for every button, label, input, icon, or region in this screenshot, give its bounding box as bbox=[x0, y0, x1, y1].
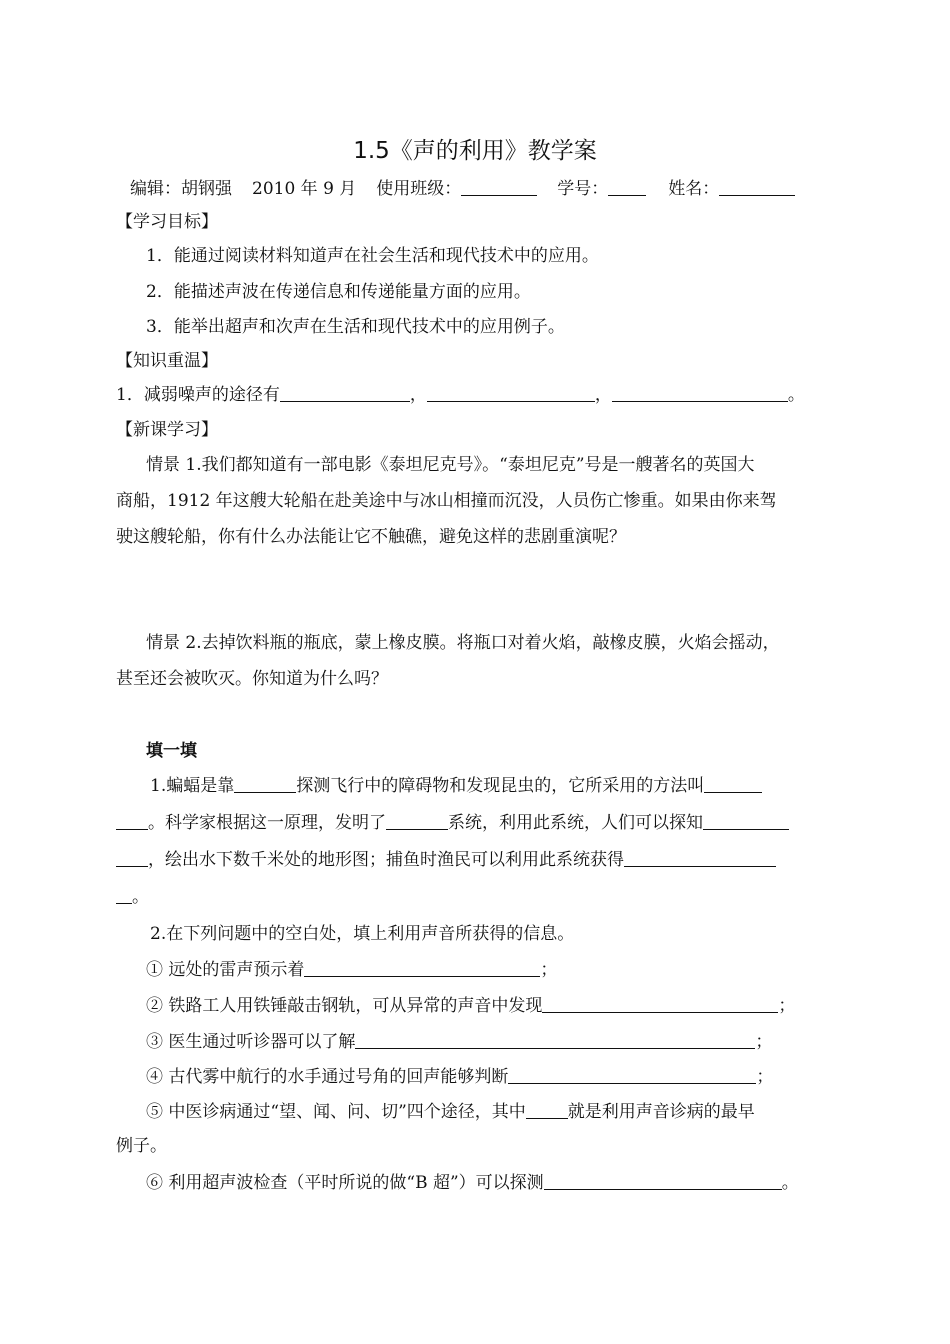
answer-blank[interactable] bbox=[234, 776, 296, 793]
scene1-line: 情景 1.我们都知道有一部电影《泰坦尼克号》。“泰坦尼克”号是一艘著名的英国大 bbox=[146, 455, 755, 475]
scene2-line: 甚至还会被吹灭。你知道为什么吗？ bbox=[116, 669, 388, 689]
scene2-line: 情景 2.去掉饮料瓶的瓶底，蒙上橡皮膜。将瓶口对着火焰，敲橡皮膜，火焰会摇动， bbox=[146, 633, 780, 653]
answer-blank[interactable] bbox=[526, 1102, 568, 1119]
fill-item: ① 远处的雷声预示着 ； bbox=[146, 960, 558, 980]
fill-q1-line: 1.蝙蝠是靠 探测飞行中的障碍物和发现昆虫的，它所采用的方法叫 bbox=[150, 775, 762, 797]
answer-blank[interactable] bbox=[704, 776, 762, 793]
goal-item: 1．能通过阅读材料知道声在社会生活和现代技术中的应用。 bbox=[146, 246, 599, 266]
fill-item: ④ 古代雾中航行的水手通过号角的回声能够判断 ； bbox=[146, 1067, 774, 1087]
name-label: 姓名： bbox=[668, 179, 720, 199]
answer-blank[interactable] bbox=[542, 996, 778, 1013]
number-blank[interactable] bbox=[608, 179, 646, 196]
answer-blank[interactable] bbox=[703, 813, 789, 830]
answer-blank[interactable] bbox=[624, 850, 776, 867]
fill-heading: 填一填 bbox=[146, 741, 197, 761]
answer-blank[interactable] bbox=[116, 813, 148, 830]
answer-blank[interactable] bbox=[427, 385, 595, 402]
answer-blank[interactable] bbox=[544, 1173, 782, 1190]
answer-blank[interactable] bbox=[116, 850, 148, 867]
answer-blank[interactable] bbox=[116, 887, 132, 904]
answer-blank[interactable] bbox=[508, 1067, 756, 1084]
number-label: 学号： bbox=[557, 179, 609, 199]
editor: 编辑：胡钢强 bbox=[130, 179, 232, 199]
section-new: 【新课学习】 bbox=[116, 420, 218, 440]
goal-item: 2．能描述声波在传递信息和传递能量方面的应用。 bbox=[146, 282, 531, 302]
fill-item: ⑤ 中医诊病通过“望、闻、问、切”四个途径，其中 就是利用声音诊病的最早 bbox=[146, 1102, 755, 1122]
fill-item: ⑥ 利用超声波检查（平时所说的做“B 超”）可以探测 。 bbox=[146, 1173, 799, 1193]
fill-item: ② 铁路工人用铁锤敲击钢轨，可从异常的声音中发现 ； bbox=[146, 996, 796, 1016]
answer-blank[interactable] bbox=[612, 385, 788, 402]
answer-blank[interactable] bbox=[355, 1032, 755, 1049]
meta-line bbox=[130, 178, 795, 200]
review-question: 1．减弱噪声的途径有 ， ， 。 bbox=[116, 385, 805, 405]
class-label: 使用班级： bbox=[376, 179, 462, 199]
fill-q1-line: 。科学家根据这一原理，发明了 系统，利用此系统，人们可以探知 bbox=[116, 812, 789, 834]
date: 2010 年 9 月 bbox=[252, 179, 357, 199]
fill-item: ③ 医生通过听诊器可以了解 ； bbox=[146, 1032, 773, 1052]
section-goals: 【学习目标】 bbox=[116, 212, 218, 232]
answer-blank[interactable] bbox=[304, 960, 540, 977]
fill-q1-line: ，绘出水下数千米处的地形图；捕鱼时渔民可以利用此系统获得 bbox=[116, 849, 776, 871]
scene1-line: 驶这艘轮船，你有什么办法能让它不触礁，避免这样的悲剧重演呢？ bbox=[116, 527, 626, 547]
section-review: 【知识重温】 bbox=[116, 351, 218, 371]
page-title: 1.5《声的利用》教学案 bbox=[353, 138, 597, 164]
fill-q2: 2.在下列问题中的空白处，填上利用声音所获得的信息。 bbox=[150, 924, 575, 944]
goal-item: 3．能举出超声和次声在生活和现代技术中的应用例子。 bbox=[146, 317, 565, 337]
fill-item: 例子。 bbox=[116, 1136, 167, 1156]
answer-blank[interactable] bbox=[386, 813, 448, 830]
fill-q1-line: 。 bbox=[116, 886, 149, 908]
name-blank[interactable] bbox=[719, 179, 795, 196]
scene1-line: 商船，1912 年这艘大轮船在赴美途中与冰山相撞而沉没，人员伤亡惨重。如果由你来驾 bbox=[116, 491, 777, 511]
answer-blank[interactable] bbox=[280, 385, 410, 402]
class-blank[interactable] bbox=[461, 179, 537, 196]
